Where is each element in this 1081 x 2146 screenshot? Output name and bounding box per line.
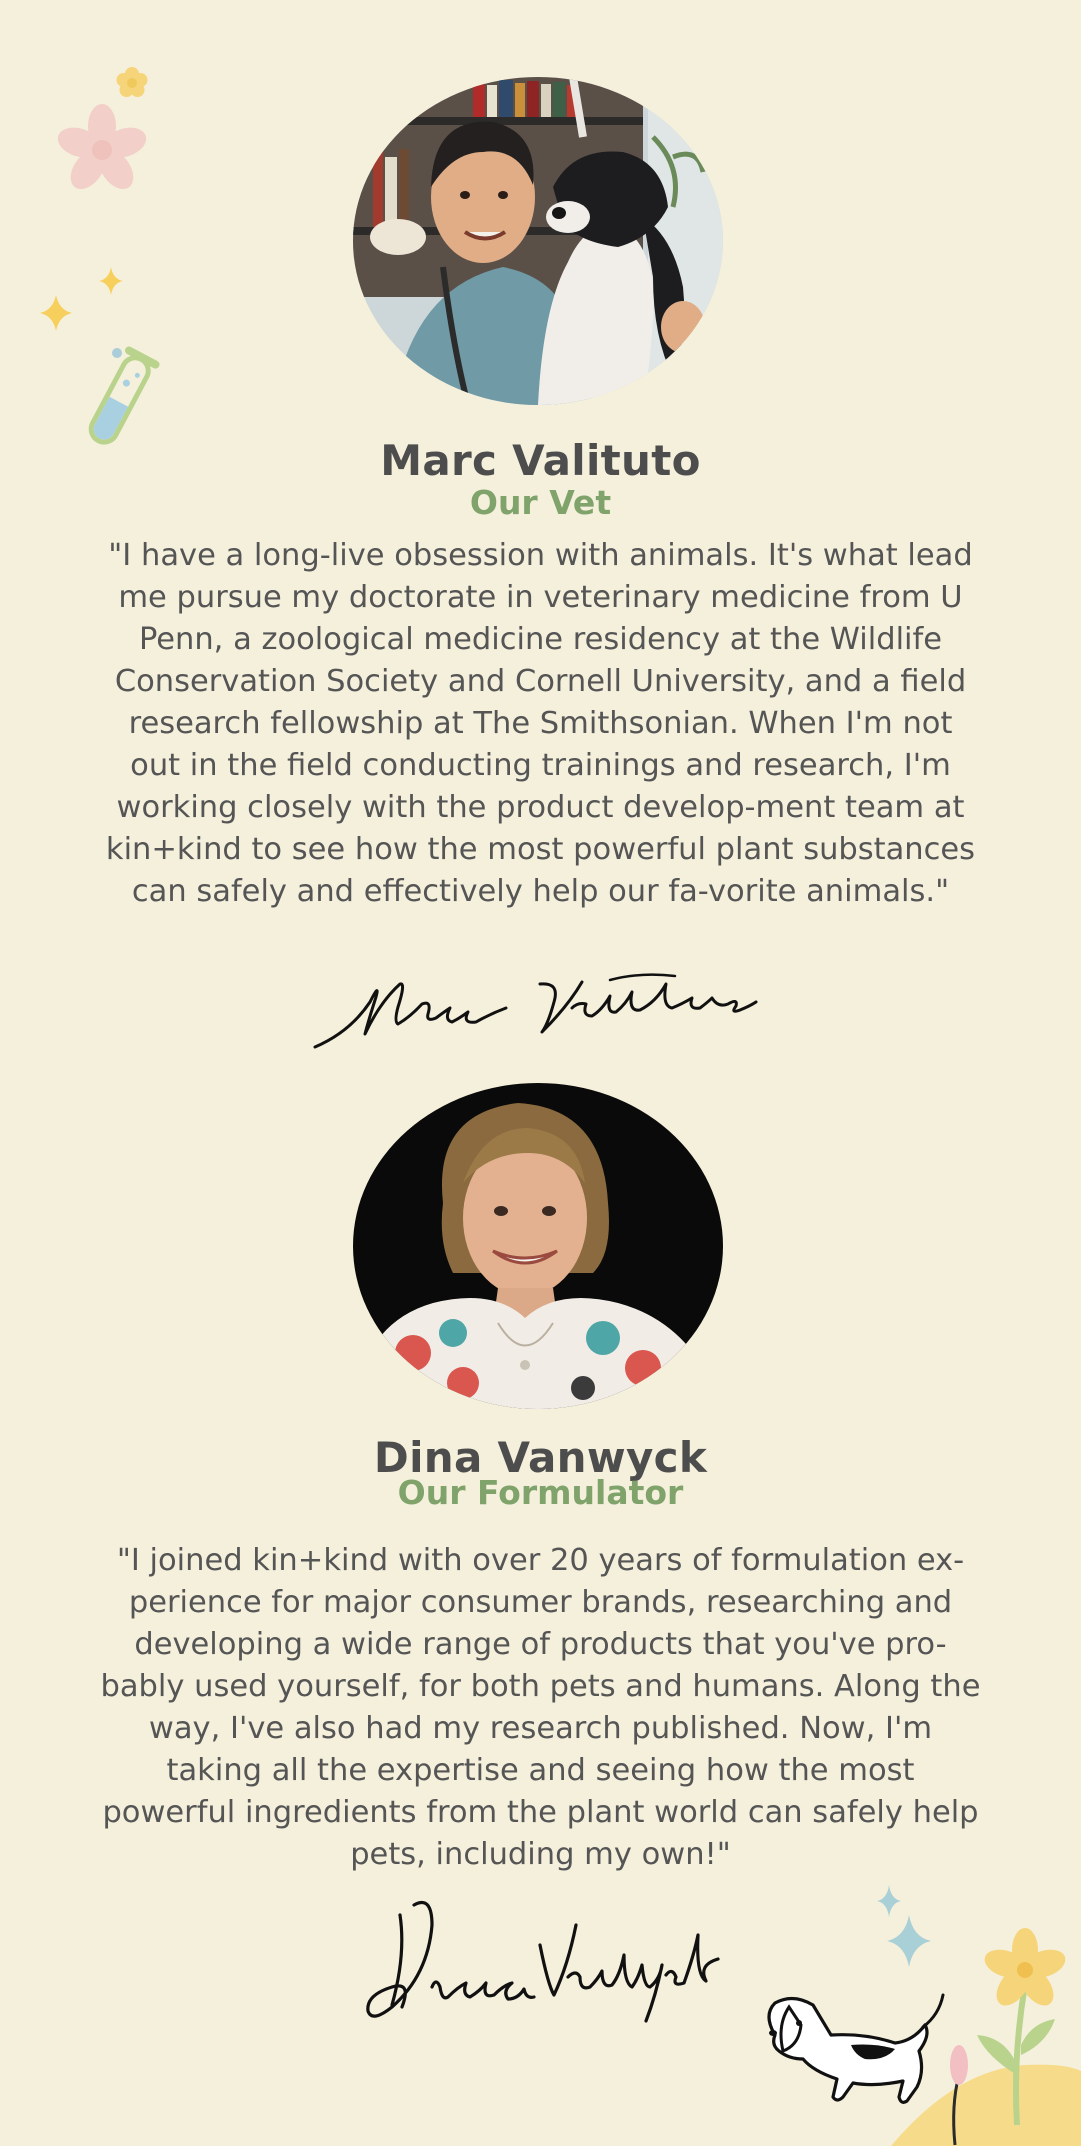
test-tube-icon: [81, 345, 160, 449]
marc-signature: [310, 962, 770, 1062]
dina-name: Dina Vanwyck: [373, 1433, 708, 1482]
sparkle-icon: [40, 295, 72, 331]
dina-portrait: [353, 1083, 723, 1409]
vet-with-dog-photo: [353, 77, 723, 405]
sparkle-icon: [99, 267, 123, 295]
formulator-photo: [353, 1083, 723, 1409]
marc-role: Our Vet: [469, 483, 612, 522]
dog-icon: [769, 1995, 943, 2102]
small-flower-icon: [117, 67, 148, 97]
marc-quote: "I have a long-live obsession with animals. It's what lead me pursue my doctorate in veterinary medicine from U Penn, a zoological medicine residency at the Wildlife Conservation Society and Cornell University, and a field research fellowship at The Smithsonian. When I'm not out in the field conducting trainings and research, I'm working closely with the product develop-ment team at kin+kind to see how the most powerful plant substances can safely and effectively help our fa-vorite animals.": [105, 538, 976, 909]
dina-role: Our Formulator: [397, 1473, 684, 1512]
decor-top-left: [30, 55, 160, 495]
sparkle-icon: [887, 1915, 931, 1967]
dina-signature: [362, 1895, 722, 2030]
dina-quote: "I joined kin+kind with over 20 years of formulation ex-perience for major consumer brands, researching and developing a wide range of products that you've pro-bably used yourself, for both pets and humans. Along the way, I've also had my research published. Now, I'm taking all the expertise and seeing how the most powerful ingredients from the plant world can safely help pets, including my own!": [100, 1543, 981, 1872]
decor-bottom-right: [755, 1875, 1081, 2146]
sparkle-icon: [877, 1885, 901, 1917]
marc-portrait: [353, 77, 723, 405]
marc-name: Marc Valituto: [380, 436, 701, 485]
flower-icon: [54, 104, 150, 195]
